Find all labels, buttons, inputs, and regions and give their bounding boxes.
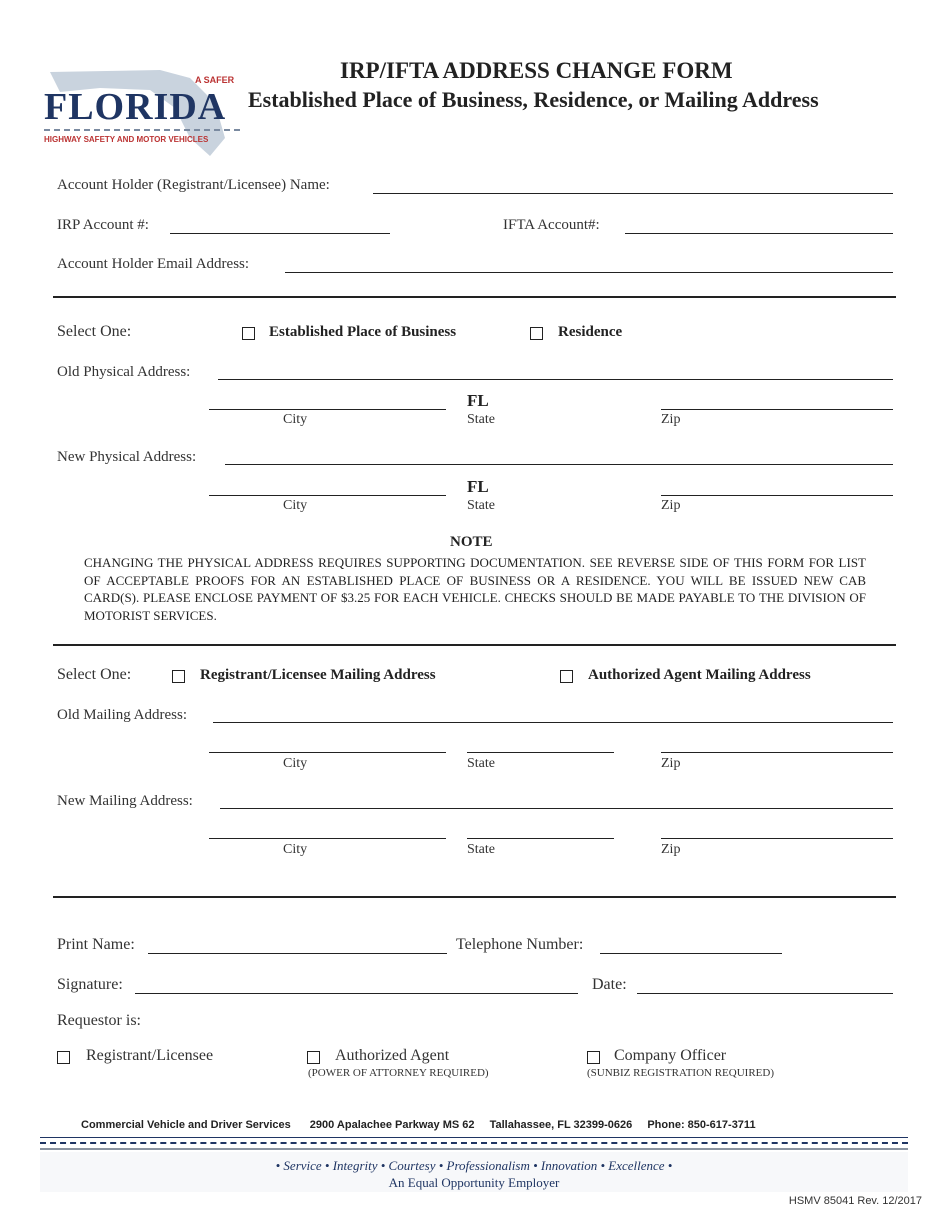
established-business-checkbox[interactable] bbox=[242, 327, 255, 340]
new-mailing-city-field[interactable] bbox=[209, 838, 446, 839]
registrant-licensee-checkbox[interactable] bbox=[57, 1051, 70, 1064]
email-label: Account Holder Email Address: bbox=[57, 256, 250, 272]
city-caption: City bbox=[283, 412, 308, 427]
date-field[interactable] bbox=[637, 993, 893, 994]
footer-values: • Service • Integrity • Courtesy • Professionalism • Innovation • Excellence • bbox=[275, 1158, 673, 1173]
agent-mailing-checkbox[interactable] bbox=[560, 670, 573, 683]
old-physical-city-field[interactable] bbox=[209, 409, 446, 410]
phone-label: Telephone Number: bbox=[456, 936, 584, 953]
footer-address: 2900 Apalachee Parkway MS 62 bbox=[309, 1119, 475, 1131]
print-name-label: Print Name: bbox=[57, 936, 135, 953]
divider bbox=[53, 896, 896, 898]
email-field[interactable] bbox=[285, 272, 893, 273]
registrant-mailing-checkbox[interactable] bbox=[172, 670, 185, 683]
authorized-agent-label: Authorized Agent bbox=[335, 1047, 450, 1064]
zip-caption: Zip bbox=[661, 756, 681, 771]
company-officer-checkbox[interactable] bbox=[587, 1051, 600, 1064]
city-caption: City bbox=[283, 842, 308, 857]
form-title: IRP/IFTA ADDRESS CHANGE FORM bbox=[340, 58, 733, 83]
logo-tagline: HIGHWAY SAFETY AND MOTOR VEHICLES bbox=[44, 135, 209, 144]
authorized-agent-checkbox[interactable] bbox=[307, 1051, 320, 1064]
established-business-label: Established Place of Business bbox=[269, 324, 457, 340]
registrant-mailing-label: Registrant/Licensee Mailing Address bbox=[200, 667, 436, 683]
new-mailing-zip-field[interactable] bbox=[661, 838, 893, 839]
requestor-label: Requestor is: bbox=[57, 1012, 141, 1029]
footer-line bbox=[40, 1148, 908, 1150]
footer-dashed-line bbox=[40, 1142, 908, 1144]
old-mailing-city-field[interactable] bbox=[209, 752, 446, 753]
new-physical-street-field[interactable] bbox=[225, 464, 893, 465]
footer-phone: Phone: 850-617-3711 bbox=[647, 1119, 756, 1131]
divider bbox=[53, 644, 896, 646]
logo-main-text: FLORIDA bbox=[44, 86, 227, 128]
footer-city: Tallahassee, FL 32399-0626 bbox=[489, 1119, 633, 1131]
footer-line bbox=[40, 1137, 908, 1138]
new-physical-city-field[interactable] bbox=[209, 495, 446, 496]
irp-account-field[interactable] bbox=[170, 233, 390, 234]
print-name-field[interactable] bbox=[148, 953, 447, 954]
note-text: CHANGING THE PHYSICAL ADDRESS REQUIRES SUPPORTING DOCUMENTATION. SEE REVERSE SIDE OF THIS FORM FOR LIST OF ACCEPTABLE PROOFS FOR AN ESTABLISHED PLACE OF BUSINESS OR A RESIDENCE. YOU WILL BE ISSUED NEW CAB CARD(S). PLEASE ENCLOSE PAYMENT OF $3.25 FOR EACH VEHICLE. CHECKS SHOULD BE MADE PAYABLE TO THE DIVISION OF MOTORIST SERVICES. bbox=[84, 555, 866, 623]
registrant-licensee-label: Registrant/Licensee bbox=[86, 1047, 214, 1064]
signature-field[interactable] bbox=[135, 993, 578, 994]
logo-small-text: A SAFER bbox=[195, 75, 235, 85]
footer-dept: Commercial Vehicle and Driver Services bbox=[81, 1119, 291, 1131]
old-physical-zip-field[interactable] bbox=[661, 409, 893, 410]
florida-hsmv-logo bbox=[40, 68, 245, 158]
old-mailing-state-field[interactable] bbox=[467, 752, 614, 753]
date-label: Date: bbox=[592, 976, 627, 993]
note-heading: NOTE bbox=[450, 534, 493, 550]
mailing-select-label: Select One: bbox=[57, 666, 132, 683]
company-officer-label: Company Officer bbox=[614, 1047, 727, 1064]
signature-label: Signature: bbox=[57, 976, 123, 993]
city-caption: City bbox=[283, 756, 308, 771]
form-subtitle: Established Place of Business, Residence, or Mailing Address bbox=[248, 87, 819, 112]
old-physical-state-value: FL bbox=[467, 391, 489, 410]
new-mailing-label: New Mailing Address: bbox=[57, 793, 193, 809]
new-physical-zip-field[interactable] bbox=[661, 495, 893, 496]
irp-account-label: IRP Account #: bbox=[57, 217, 149, 233]
agent-mailing-label: Authorized Agent Mailing Address bbox=[588, 667, 811, 683]
zip-caption: Zip bbox=[661, 412, 681, 427]
old-mailing-zip-field[interactable] bbox=[661, 752, 893, 753]
state-caption: State bbox=[467, 842, 495, 857]
old-mailing-label: Old Mailing Address: bbox=[57, 707, 187, 723]
footer-contact bbox=[81, 1119, 756, 1132]
new-mailing-state-field[interactable] bbox=[467, 838, 614, 839]
city-caption: City bbox=[283, 498, 308, 513]
old-mailing-street-field[interactable] bbox=[213, 722, 893, 723]
state-caption: State bbox=[467, 498, 495, 513]
company-officer-note: (SUNBIZ REGISTRATION REQUIRED) bbox=[587, 1067, 774, 1079]
old-physical-label: Old Physical Address: bbox=[57, 364, 191, 380]
zip-caption: Zip bbox=[661, 842, 681, 857]
form-id: HSMV 85041 Rev. 12/2017 bbox=[788, 1195, 922, 1207]
footer-eoe: An Equal Opportunity Employer bbox=[388, 1175, 560, 1190]
state-caption: State bbox=[467, 412, 495, 427]
state-caption: State bbox=[467, 756, 495, 771]
account-name-label: Account Holder (Registrant/Licensee) Name: bbox=[57, 177, 330, 193]
account-name-field[interactable] bbox=[373, 193, 893, 194]
ifta-account-field[interactable] bbox=[625, 233, 893, 234]
new-physical-label: New Physical Address: bbox=[57, 449, 197, 465]
new-mailing-street-field[interactable] bbox=[220, 808, 893, 809]
phone-field[interactable] bbox=[600, 953, 782, 954]
divider bbox=[53, 296, 896, 298]
old-physical-street-field[interactable] bbox=[218, 379, 893, 380]
residence-label: Residence bbox=[558, 324, 623, 340]
residence-checkbox[interactable] bbox=[530, 327, 543, 340]
zip-caption: Zip bbox=[661, 498, 681, 513]
physical-select-label: Select One: bbox=[57, 323, 132, 340]
ifta-account-label: IFTA Account#: bbox=[503, 217, 600, 233]
new-physical-state-value: FL bbox=[467, 477, 489, 496]
authorized-agent-note: (POWER OF ATTORNEY REQUIRED) bbox=[308, 1067, 489, 1079]
